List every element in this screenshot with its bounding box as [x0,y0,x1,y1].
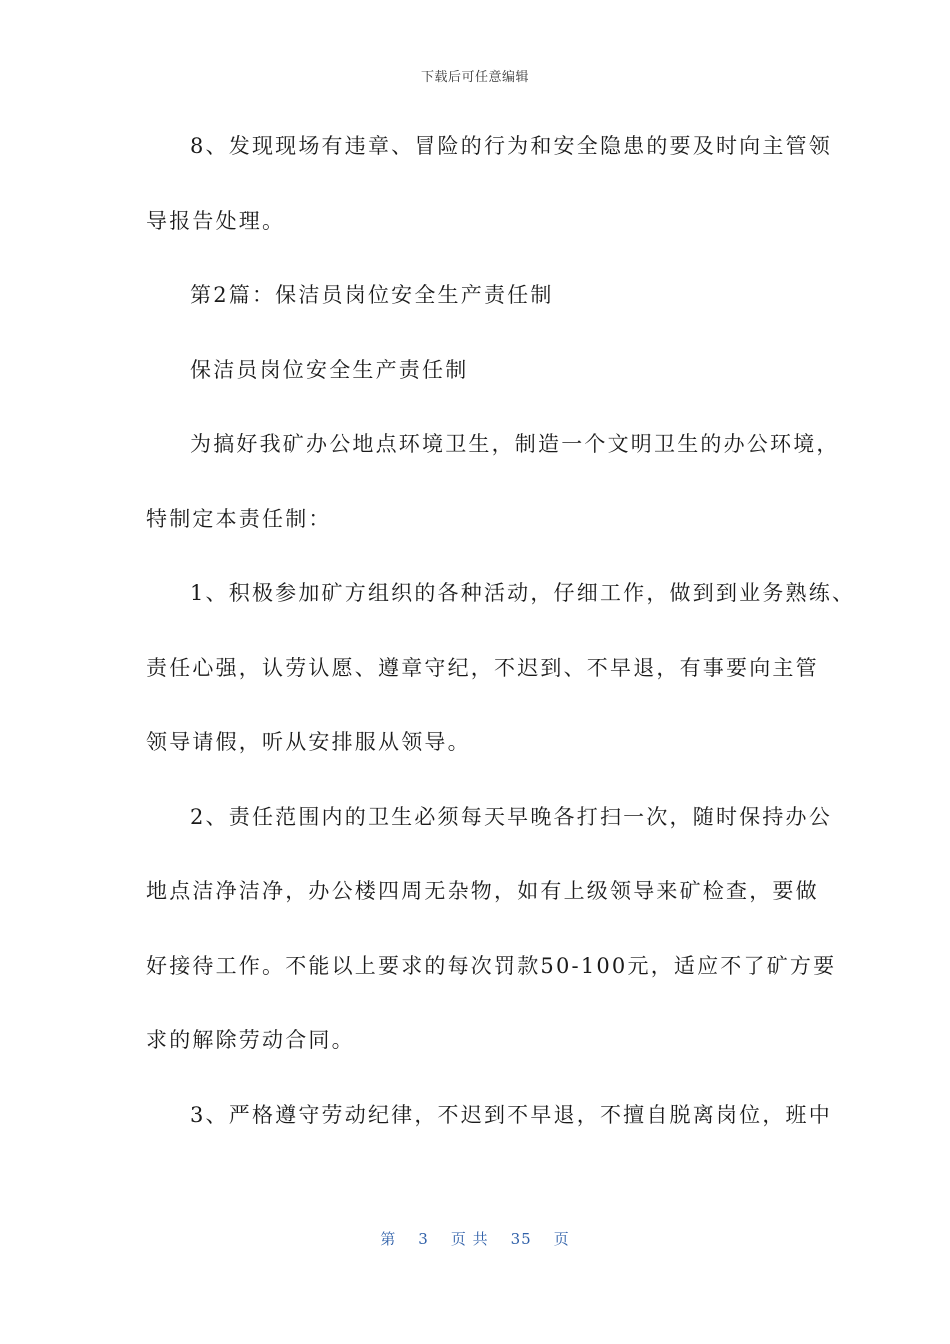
page-prefix: 第 [380,1230,397,1248]
total-pages-number: 35 [510,1230,532,1248]
paragraph-line: 8、发现现场有违章、冒险的行为和安全隐患的要及时向主管领 [190,134,832,158]
current-page-number: 3 [418,1230,429,1248]
document-subtitle: 保洁员岗位安全生产责任制 [190,357,469,382]
paragraph-line: 3、严格遵守劳动纪律，不迟到不早退，不擅自脱离岗位，班中 [190,1102,832,1127]
paragraph-line: 好接待工作。不能以上要求的每次罚款50-100元，适应不了矿方要 [146,953,837,978]
paragraph-line: 特制定本责任制： [146,506,332,531]
paragraph-line: 导报告处理。 [146,208,286,233]
paragraph-line: 责任心强，认劳认愿、遵章守纪，不迟到、不早退，有事要向主管 [146,655,819,680]
header-note: 下载后可任意编辑 [420,70,529,85]
paragraph-line: 2、责任范围内的卫生必须每天早晚各打扫一次，随时保持办公 [190,804,832,829]
paragraph-line: 1、积极参加矿方组织的各种活动，仔细工作，做到到业务熟练、 [190,581,856,605]
paragraph-line: 领导请假，听从安排服从领导。 [146,730,471,754]
document-body [146,122,856,1165]
page-middle-text: 页 共 [450,1230,489,1248]
section-title: 第2篇：保洁员岗位安全生产责任制 [190,283,554,307]
paragraph-line: 求的解除劳动合同。 [146,1028,355,1052]
page-suffix: 页 [553,1230,570,1248]
paragraph-line: 为搞好我矿办公地点环境卫生，制造一个文明卫生的办公环境， [190,432,840,456]
paragraph-line: 地点洁净洁净，办公楼四周无杂物，如有上级领导来矿检查，要做 [146,879,819,903]
page-number-footer [0,1228,950,1249]
